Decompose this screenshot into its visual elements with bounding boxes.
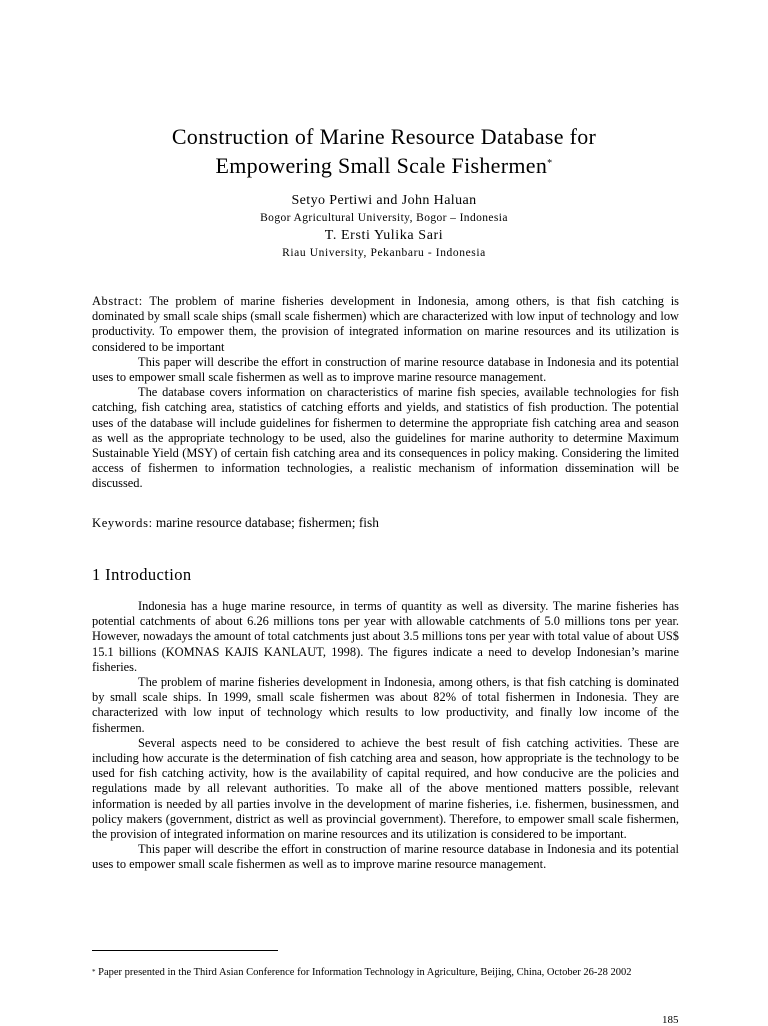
body-paragraph: The problem of marine fisheries development in Indonesia, among others, is that fish catching is dominated by small scale ships. In 1999, small scale fishermen was about 82% of total fishermen in Indonesia. They are characterized with low input of technology which results to low productivity, and finally low income of the fishermen. [92,675,679,735]
keywords-value: marine resource database; fishermen; fish [155,515,379,530]
footnote [92,965,682,980]
author-names-2: T. Ersti Yulika Sari [324,228,444,243]
abstract-paragraph [92,294,679,355]
body-paragraph: This paper will describe the effort in construction of marine resource database in Indonesia and its potential uses to empower small scale fishermen as well as to improve marine resource management. [92,842,679,872]
title-line-2 [60,151,708,180]
footnote-mark: * [92,968,96,976]
footnote-divider [92,950,278,951]
abstract-paragraph: The database covers information on characteristics of marine fish species, available technologies for fish catching, fish catching area, statistics of catching efforts and yields, and statistics of fish production. The potential uses of the database will include guidelines for fishermen to determine the appropriate fish catching area and season as well as the appropriate technology to be used, also the guidelines for marine authority to determine Maximum Sustainable Yield (MSY) of certain fish catching area and its consequences in policy making. Considering the limited access of fishermen to information technologies, a realistic mechanism of information dissemination will be discussed. [92,385,679,491]
title-footnote-mark: * [547,158,553,169]
abstract-paragraph-text: The problem of marine fisheries development in Indonesia, among others, is that fish catching is dominated by small scale ships (small scale fishermen) which are characterized with low input of technology and low productivity. To empower them, the provision of integrated information on marine resources and its utilization is considered to be important [92,294,680,354]
body-paragraph: Several aspects need to be considered to achieve the best result of fish catching activities. These are including how accurate is the determination of fish catching area and season, how appropriate is the technology to be used for fish catching activity, how is the availability of capital required, and how conducive are the policies and regulations made by all relevant authorities. To make all of the above mentioned matters possible, relevant information is needed by all parties involve in the development of marine fisheries, i.e. fishermen, businessmen, and policy makers (government, district as well as provincial government). Therefore, to empower small scale fishermen, the provision of integrated information on marine resources and its utilization is considered to be important. [92,735,679,842]
abstract-label: Abstract: [92,294,143,308]
keywords-label: Keywords: [92,516,153,530]
body-paragraph: Indonesia has a huge marine resource, in terms of quantity as well as diversity. The marine fisheries has potential catchments of about 6.26 millions tons per year with allowable catchments of 5.0 millions tons per year. However, nowadays the amount of total catchments just about 3.5 millions tons per year with total value of about US$ 15.1 billions (KOMNAS KAJIS KANLAUT, 1998). The figures indicate a need to develop Indonesian’s marine fisheries. [92,599,679,674]
keywords [92,515,679,531]
introduction-body [92,599,679,873]
footnote-text: Paper presented in the Third Asian Conference for Information Technology in Agriculture, Beijing, China, October 26-28 2002 [98,967,632,978]
author-affiliation-2: Riau University, Pekanbaru - Indonesia [282,247,486,259]
page-number: 185 [662,1014,679,1026]
section-heading-introduction: 1 Introduction [92,565,192,584]
paper-title [60,122,708,180]
author-affiliation-1: Bogor Agricultural University, Bogor – Indonesia [260,212,508,224]
abstract-paragraph: This paper will describe the effort in construction of marine resource database in Indonesia and its potential uses to empower small scale fishermen as well as to improve marine resource management. [92,354,679,385]
abstract [92,294,679,492]
title-line-1: Construction of Marine Resource Database for [171,124,597,149]
title-line-2-text: Empowering Small Scale Fishermen [215,153,548,178]
author-names-1: Setyo Pertiwi and John Haluan [291,193,477,208]
